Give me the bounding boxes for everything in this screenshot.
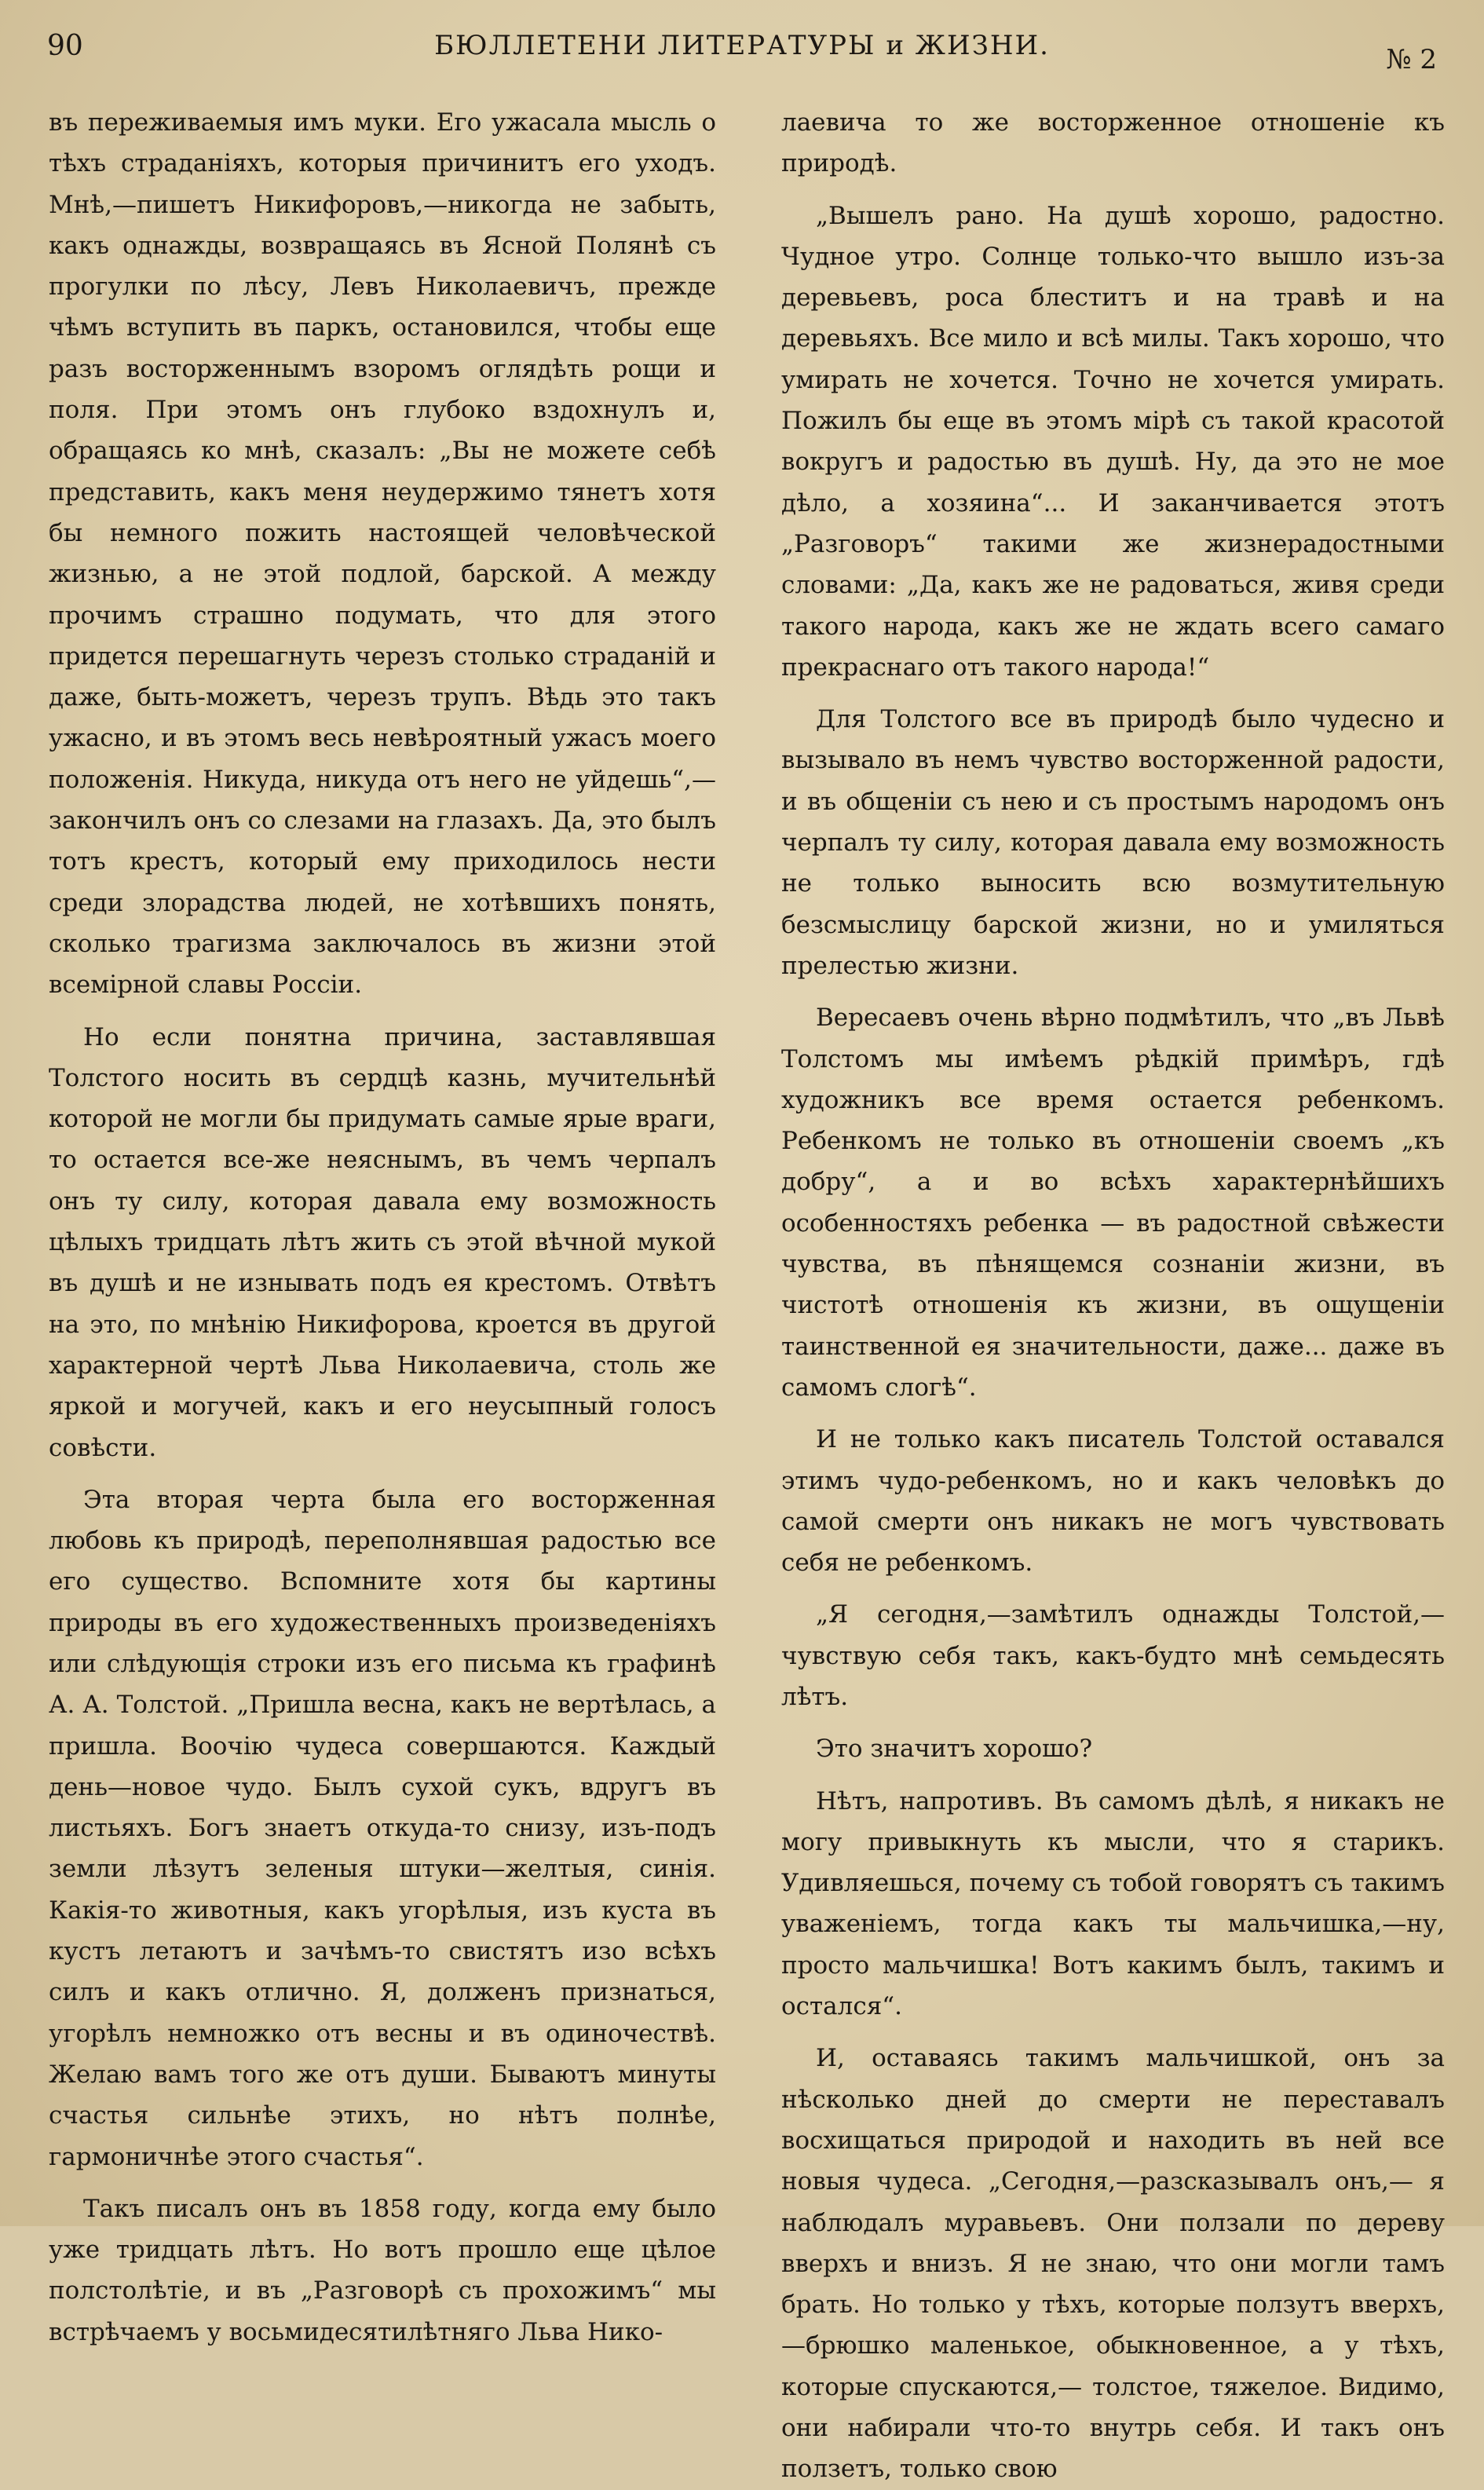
- paragraph: Эта вторая черта была его восторженная любовь къ природѣ, переполнявшая радостью все его существо. Вспомните хотя бы картины природы въ его художественныхъ произведеніяхъ или слѣдующія строки изъ его письма къ графинѣ А. А. Толстой. „Пришла весна, какъ не вертѣлась, а пришла. Воочію чудеса совершаются. Каждый день—новое чудо. Былъ сухой сукъ, вдругъ въ листьяхъ. Богъ знаетъ откуда-то снизу, изъ-подъ земли лѣзутъ зеленыя штуки—желтыя, синія. Какія-то животныя, какъ угорѣлыя, изъ куста въ кустъ летаютъ и зачѣмъ-то свистятъ изо всѣхъ силъ и какъ отлично. Я, долженъ признаться, угорѣлъ немножко отъ весны и въ одиночествѣ. Желаю вамъ того же отъ души. Бываютъ минуты счастья сильнѣе этихъ, но нѣтъ полнѣе, гармоничнѣе этого счастья“.: [49, 1485, 716, 2171]
- page-header: [47, 30, 1437, 77]
- paragraph: „Я сегодня,—замѣтилъ однажды Толстой,— чувствую себя такъ, какъ-будто мнѣ семьдесять лѣтъ.: [781, 1600, 1445, 1711]
- left-column: [49, 102, 716, 2346]
- page-number: 90: [47, 30, 83, 62]
- paragraph: Это значитъ хорошо?: [816, 1735, 1093, 1764]
- paragraph: лаевича то же восторженное отношеніе къ природѣ.: [781, 108, 1445, 178]
- issue-number: № 2: [1386, 44, 1437, 75]
- paragraph: Для Толстого все въ природѣ было чудесно и вызывало въ немъ чувство восторженной радости, и въ общеніи съ нею и съ простымъ народомъ онъ черпалъ ту силу, которая давала ему возможность не только выносить всю возмутительную безсмыслицу барской жизни, но и умиляться прелестью жизни.: [781, 705, 1445, 980]
- paragraph: Нѣтъ, напротивъ. Въ самомъ дѣлѣ, я никакъ не могу привыкнуть къ мысли, что я старикъ. Удивляешься, почему съ тобой говорятъ съ такимъ уваженіемъ, тогда какъ ты мальчишка,—ну, просто мальчишка! Вотъ какимъ былъ, такимъ и остался“.: [781, 1786, 1445, 2021]
- paragraph: „Вышелъ рано. На душѣ хорошо, радостно. Чудное утро. Солнце только-что вышло изъ-за деревьевъ, роса блеститъ и на травѣ и на деревьяхъ. Все мило и всѣ милы. Такъ хорошо, что умирать не хочется. Точно не хочется умирать. Пожилъ бы еще въ этомъ мірѣ съ такой красотой вокругъ и радостью въ душѣ. Ну, да это не мое дѣло, а хозяина“... И заканчивается этотъ „Разговоръ“ такими же жизнерадостными словами: „Да, какъ же не радоваться, живя среди такого народа, какъ же не ждать всего самаго прекраснаго отъ такого народа!“: [781, 201, 1445, 682]
- paragraph: Такъ писалъ онъ въ 1858 году, когда ему было уже тридцать лѣтъ. Но вотъ прошло еще цѣлое полстолѣтіе, и въ „Разговорѣ съ прохожимъ“ мы встрѣчаемъ у восьмидесятилѣтняго Льва Нико-: [49, 2194, 716, 2346]
- running-title: БЮЛЛЕТЕНИ ЛИТЕРАТУРЫ и ЖИЗНИ.: [434, 30, 1050, 61]
- right-column: [781, 102, 1445, 2484]
- paragraph: И, оставаясь такимъ мальчишкой, онъ за нѣсколько дней до смерти не переставалъ восхищаться природой и находить въ ней все новыя чудеса. „Сегодня,—разсказывалъ онъ,— я наблюдалъ муравьевъ. Они ползали по дереву вверхъ и внизъ. Я не знаю, что они могли тамъ брать. Но только у тѣхъ, которые ползутъ вверхъ,—брюшко маленькое, обыкновенное, а у тѣхъ, которые спускаются,— толстое, тяжелое. Видимо, они набирали что-то внутрь себя. И такъ онъ ползетъ, только свою: [781, 2044, 1445, 2484]
- paragraph: Но если понятна причина, заставлявшая Толстого носить въ сердцѣ казнь, мучительнѣй которой не могли бы придумать самые ярые враги, то остается все-же неяснымъ, въ чемъ черпалъ онъ ту силу, которая давала ему возможность цѣлыхъ тридцать лѣтъ жить съ этой вѣчной мукой въ душѣ и не изнывать подъ ея крестомъ. Отвѣтъ на это, по мнѣнію Никифорова, кроется въ другой характерной чертѣ Льва Николаевича, столь же яркой и могучей, какъ и его неусыпный голосъ совѣсти.: [49, 1022, 716, 1462]
- paragraph: Вересаевъ очень вѣрно подмѣтилъ, что „въ Львѣ Толстомъ мы имѣемъ рѣдкій примѣръ, гдѣ художникъ все время остается ребенкомъ. Ребенкомъ не только въ отношеніи своемъ „къ добру“, а и во всѣхъ характернѣйшихъ особенностяхъ ребенка — въ радостной свѣжести чувства, въ пѣнящемся сознаніи жизни, въ чистотѣ отношенія къ жизни, въ ощущеніи таинственной ея значительности, даже... даже въ самомъ слогѣ“.: [781, 1004, 1445, 1402]
- paragraph: въ переживаемыя имъ муки. Его ужасала мысль о тѣхъ страданіяхъ, которыя причинитъ его уходъ. Мнѣ,—пишетъ Никифоровъ,—никогда не забыть, какъ однажды, возвращаясь въ Ясной Полянѣ съ прогулки по лѣсу, Левъ Николаевичъ, прежде чѣмъ вступить въ паркъ, остановился, чтобы еще разъ восторженнымъ взоромъ оглядѣть рощи и поля. При этомъ онъ глубоко вздохнулъ и, обращаясь ко мнѣ, сказалъ: „Вы не можете себѣ представить, какъ меня неудержимо тянетъ хотя бы немного пожить настоящей человѣческой жизнью, а не этой подлой, барской. А между прочимъ страшно подумать, что для этого придется перешагнуть черезъ столько страданій и даже, быть-можетъ, черезъ трупъ. Вѣдь это такъ ужасно, и въ этомъ весь невѣроятный ужасъ моего положенія. Никуда, никуда отъ него не уйдешь“,— закончилъ онъ со слезами на глазахъ. Да, это былъ тотъ крестъ, который ему приходилось нести среди злорадства людей, не хотѣвшихъ понять, сколько трагизма заключалось въ жизни этой всемірной славы Россіи.: [49, 108, 716, 1000]
- paragraph: И не только какъ писатель Толстой оставался этимъ чудо-ребенкомъ, но и какъ человѣкъ до самой смерти онъ никакъ не могъ чувствовать себя не ребенкомъ.: [781, 1425, 1445, 1578]
